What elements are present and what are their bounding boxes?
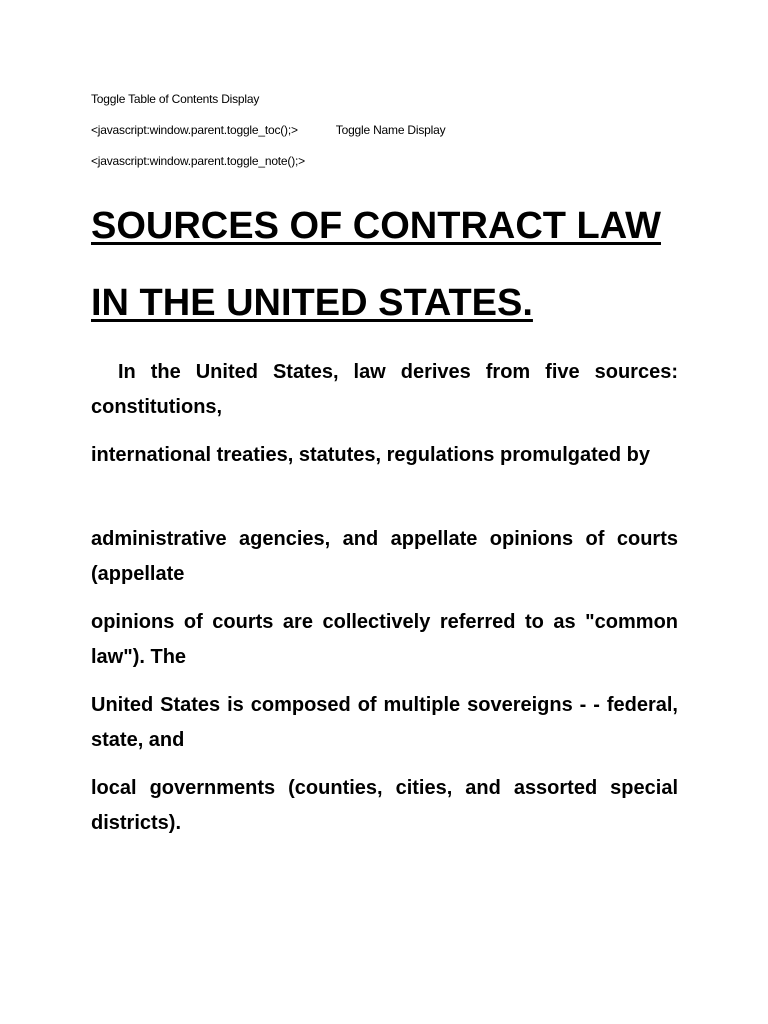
document-title bbox=[91, 188, 678, 342]
body-paragraph-5: United States is composed of multiple sovereigns - - federal, state, and bbox=[91, 694, 678, 751]
body-paragraph-3: administrative agencies, and appellate opinions of courts (appellate bbox=[91, 528, 678, 585]
title-line-2: IN THE UNITED STATES. bbox=[91, 282, 533, 324]
toggle-name-link[interactable]: Toggle Name Display bbox=[335, 123, 446, 137]
nav-line-note-script bbox=[91, 154, 305, 169]
toggle-toc-script-link[interactable]: <javascript:window.parent.toggle_toc();> bbox=[91, 123, 298, 137]
nav-line-toc-script bbox=[91, 123, 445, 138]
nav-line-toc bbox=[91, 92, 259, 107]
toggle-note-script-link[interactable]: <javascript:window.parent.toggle_note();> bbox=[91, 154, 305, 168]
body-paragraph-6: local governments (counties, cities, and assorted special districts). bbox=[91, 777, 678, 834]
body-paragraph-4: opinions of courts are collectively referred to as "common law"). The bbox=[91, 611, 678, 668]
title-line-1: SOURCES OF CONTRACT LAW bbox=[91, 205, 661, 247]
body-paragraph-1: In the United States, law derives from five sources: constitutions, bbox=[91, 361, 678, 418]
body-paragraph-2: international treaties, statutes, regulations promulgated by bbox=[91, 444, 650, 466]
toggle-toc-link[interactable]: Toggle Table of Contents Display bbox=[91, 92, 260, 106]
